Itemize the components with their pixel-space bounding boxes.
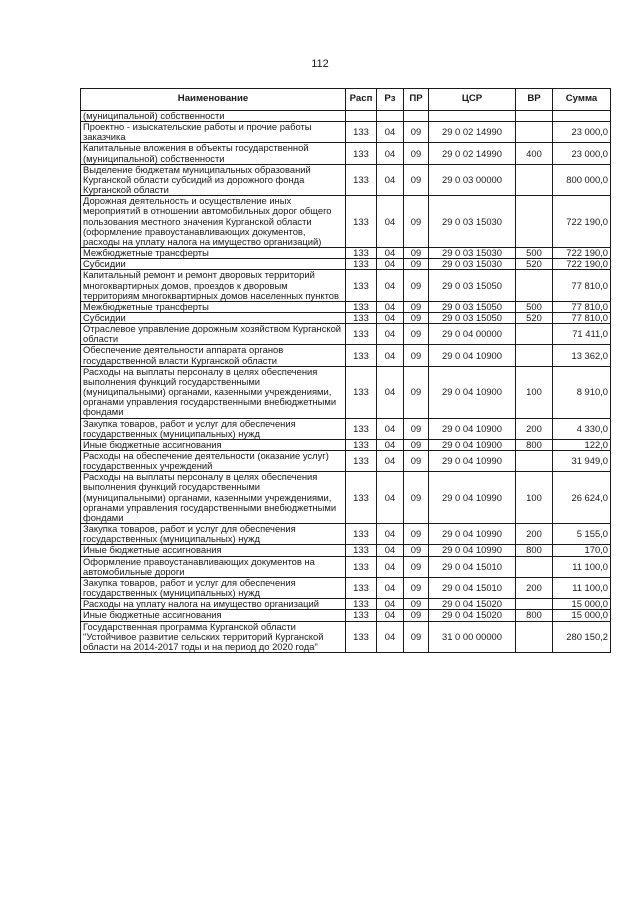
cell-name: Расходы на уплату налога на имущество организаций	[81, 599, 346, 610]
cell-name: Выделение бюджетам муниципальных образований Курганской области субсидий из дорожного фонда Курганской области	[81, 164, 346, 195]
cell-csr: 29 0 03 15030	[429, 196, 516, 248]
header-sum: Сумма	[553, 89, 611, 111]
cell-rasp: 133	[346, 366, 377, 418]
cell-csr: 29 0 04 10900	[429, 345, 516, 366]
cell-name: Расходы на выплаты персоналу в целях обеспечения выполнения функций государственными (муниципальными) органами, казенными учреждениями, органами управления государственными внебюджетными фондами	[81, 472, 346, 524]
cell-sum: 170,0	[553, 545, 611, 556]
cell-csr: 29 0 03 15050	[429, 270, 516, 301]
table-row	[81, 196, 611, 248]
cell-rasp: 133	[346, 248, 377, 259]
cell-rasp: 133	[346, 122, 377, 143]
cell-sum: 722 190,0	[553, 259, 611, 270]
cell-pr: 09	[404, 610, 429, 621]
cell-sum: 26 624,0	[553, 472, 611, 524]
budget-table	[80, 88, 611, 653]
cell-vr	[516, 345, 553, 366]
cell-vr	[516, 324, 553, 345]
cell-csr: 29 0 04 10990	[429, 524, 516, 545]
cell-pr: 09	[404, 439, 429, 450]
page-number: 112	[311, 58, 329, 70]
cell-sum: 23 000,0	[553, 122, 611, 143]
cell-vr: 200	[516, 524, 553, 545]
cell-csr: 29 0 03 15030	[429, 259, 516, 270]
cell-pr: 09	[404, 301, 429, 312]
cell-vr	[516, 621, 553, 652]
cell-rasp: 133	[346, 301, 377, 312]
cell-name: Межбюджетные трансферты	[81, 301, 346, 312]
cell-rz: 04	[377, 577, 404, 598]
cell-vr	[516, 270, 553, 301]
cell-rz: 04	[377, 301, 404, 312]
cell-sum: 23 000,0	[553, 143, 611, 164]
cell-vr: 400	[516, 143, 553, 164]
cell-name: Расходы на обеспечение деятельности (оказание услуг) государственных учреждений	[81, 451, 346, 472]
table-row	[81, 259, 611, 270]
cell-csr: 29 0 04 15010	[429, 577, 516, 598]
table-row	[81, 524, 611, 545]
cell-csr	[429, 111, 516, 122]
cell-csr: 29 0 04 15010	[429, 556, 516, 577]
cell-vr: 200	[516, 418, 553, 439]
cell-sum: 15 000,0	[553, 610, 611, 621]
cell-rz: 04	[377, 621, 404, 652]
cell-pr: 09	[404, 270, 429, 301]
cell-rz: 04	[377, 610, 404, 621]
cell-rasp: 133	[346, 196, 377, 248]
cell-rz: 04	[377, 324, 404, 345]
cell-pr: 09	[404, 556, 429, 577]
cell-pr: 09	[404, 524, 429, 545]
table-row	[81, 122, 611, 143]
cell-rasp: 133	[346, 621, 377, 652]
cell-sum: 122,0	[553, 439, 611, 450]
table-row	[81, 439, 611, 450]
cell-pr	[404, 111, 429, 122]
cell-sum: 31 949,0	[553, 451, 611, 472]
cell-name: Закупка товаров, работ и услуг для обеспечения государственных (муниципальных) нужд	[81, 418, 346, 439]
cell-name: Капитальные вложения в объекты государственной (муниципальной) собственности	[81, 143, 346, 164]
cell-name: Проектно - изыскательские работы и прочие работы заказчика	[81, 122, 346, 143]
cell-rasp: 133	[346, 610, 377, 621]
cell-sum: 15 000,0	[553, 599, 611, 610]
cell-name: Государственная программа Курганской области "Устойчивое развитие сельских территорий Курганской области на 2014-2017 годы и на период до 2020 года"	[81, 621, 346, 652]
cell-rasp: 133	[346, 270, 377, 301]
cell-csr: 29 0 04 10900	[429, 366, 516, 418]
table-row	[81, 164, 611, 195]
table-row	[81, 312, 611, 323]
cell-vr: 800	[516, 610, 553, 621]
cell-name: (муниципальной) собственности	[81, 111, 346, 122]
cell-rz: 04	[377, 164, 404, 195]
table-row	[81, 301, 611, 312]
table-row	[81, 610, 611, 621]
cell-pr: 09	[404, 143, 429, 164]
cell-rasp: 133	[346, 577, 377, 598]
table-row	[81, 599, 611, 610]
cell-csr: 29 0 04 10900	[429, 439, 516, 450]
table-row	[81, 545, 611, 556]
cell-vr: 500	[516, 248, 553, 259]
cell-pr: 09	[404, 345, 429, 366]
header-pr: ПР	[404, 89, 429, 111]
cell-rz: 04	[377, 418, 404, 439]
cell-rasp	[346, 111, 377, 122]
cell-sum: 800 000,0	[553, 164, 611, 195]
cell-pr: 09	[404, 472, 429, 524]
cell-rasp: 133	[346, 143, 377, 164]
cell-rz: 04	[377, 345, 404, 366]
table-row	[81, 418, 611, 439]
cell-sum: 5 155,0	[553, 524, 611, 545]
cell-rasp: 133	[346, 556, 377, 577]
table-row	[81, 556, 611, 577]
cell-name: Иные бюджетные ассигнования	[81, 610, 346, 621]
cell-rasp: 133	[346, 599, 377, 610]
cell-csr: 29 0 03 15050	[429, 312, 516, 323]
cell-name: Иные бюджетные ассигнования	[81, 439, 346, 450]
cell-rz: 04	[377, 270, 404, 301]
cell-vr	[516, 164, 553, 195]
cell-vr: 800	[516, 545, 553, 556]
cell-csr: 29 0 03 00000	[429, 164, 516, 195]
cell-sum: 77 810,0	[553, 270, 611, 301]
cell-rasp: 133	[346, 259, 377, 270]
cell-vr: 100	[516, 366, 553, 418]
header-vr: ВР	[516, 89, 553, 111]
cell-pr: 09	[404, 599, 429, 610]
cell-vr: 520	[516, 259, 553, 270]
cell-pr: 09	[404, 196, 429, 248]
cell-rasp: 133	[346, 312, 377, 323]
table-row	[81, 324, 611, 345]
table-row	[81, 451, 611, 472]
cell-csr: 31 0 00 00000	[429, 621, 516, 652]
cell-sum: 11 100,0	[553, 556, 611, 577]
table-row	[81, 248, 611, 259]
cell-name: Иные бюджетные ассигнования	[81, 545, 346, 556]
cell-sum: 280 150,2	[553, 621, 611, 652]
table-row	[81, 472, 611, 524]
cell-sum: 722 190,0	[553, 196, 611, 248]
cell-pr: 09	[404, 577, 429, 598]
cell-vr: 520	[516, 312, 553, 323]
cell-pr: 09	[404, 324, 429, 345]
cell-pr: 09	[404, 122, 429, 143]
cell-sum: 13 362,0	[553, 345, 611, 366]
cell-sum	[553, 111, 611, 122]
cell-vr: 800	[516, 439, 553, 450]
cell-pr: 09	[404, 418, 429, 439]
cell-rz	[377, 111, 404, 122]
cell-name: Закупка товаров, работ и услуг для обеспечения государственных (муниципальных) нужд	[81, 524, 346, 545]
cell-name: Отраслевое управление дорожным хозяйством Курганской области	[81, 324, 346, 345]
cell-pr: 09	[404, 451, 429, 472]
cell-vr	[516, 556, 553, 577]
cell-rz: 04	[377, 248, 404, 259]
cell-rasp: 133	[346, 345, 377, 366]
cell-rz: 04	[377, 122, 404, 143]
table-row	[81, 621, 611, 652]
table-row	[81, 111, 611, 122]
cell-csr: 29 0 04 10900	[429, 418, 516, 439]
cell-rz: 04	[377, 259, 404, 270]
cell-rasp: 133	[346, 324, 377, 345]
cell-vr: 500	[516, 301, 553, 312]
cell-csr: 29 0 04 10990	[429, 545, 516, 556]
cell-rz: 04	[377, 143, 404, 164]
cell-name: Обеспечение деятельности аппарата органов государственной власти Курганской области	[81, 345, 346, 366]
cell-sum: 11 100,0	[553, 577, 611, 598]
cell-sum: 71 411,0	[553, 324, 611, 345]
header-csr: ЦСР	[429, 89, 516, 111]
cell-rz: 04	[377, 472, 404, 524]
cell-csr: 29 0 04 15020	[429, 610, 516, 621]
cell-name: Капитальный ремонт и ремонт дворовых территорий многоквартирных домов, проездов к дворовым территориям многоквартирных домов населенных пунктов	[81, 270, 346, 301]
cell-vr	[516, 196, 553, 248]
cell-csr: 29 0 02 14990	[429, 122, 516, 143]
cell-csr: 29 0 04 10990	[429, 451, 516, 472]
cell-rasp: 133	[346, 524, 377, 545]
cell-rz: 04	[377, 599, 404, 610]
cell-sum: 77 810,0	[553, 312, 611, 323]
table-row	[81, 270, 611, 301]
cell-rz: 04	[377, 524, 404, 545]
cell-rasp: 133	[346, 164, 377, 195]
cell-rz: 04	[377, 451, 404, 472]
cell-name: Оформление правоустанавливающих документов на автомобильные дороги	[81, 556, 346, 577]
cell-sum: 77 810,0	[553, 301, 611, 312]
cell-rasp: 133	[346, 439, 377, 450]
cell-vr: 100	[516, 472, 553, 524]
cell-pr: 09	[404, 248, 429, 259]
cell-vr	[516, 599, 553, 610]
cell-sum: 4 330,0	[553, 418, 611, 439]
cell-vr	[516, 122, 553, 143]
table-row	[81, 345, 611, 366]
header-rz: Рз	[377, 89, 404, 111]
cell-rasp: 133	[346, 451, 377, 472]
cell-csr: 29 0 04 10990	[429, 472, 516, 524]
cell-csr: 29 0 04 00000	[429, 324, 516, 345]
cell-rz: 04	[377, 312, 404, 323]
table-row	[81, 577, 611, 598]
cell-rz: 04	[377, 545, 404, 556]
cell-pr: 09	[404, 164, 429, 195]
cell-sum: 8 910,0	[553, 366, 611, 418]
cell-name: Дорожная деятельность и осуществление иных мероприятий в отношении автомобильных дорог общего пользования местного значения Курганской области (оформление правоустанавливающих документов, расходы на уплату налога на имущество организаций)	[81, 196, 346, 248]
cell-rasp: 133	[346, 472, 377, 524]
table-header-row	[81, 89, 611, 111]
cell-rasp: 133	[346, 418, 377, 439]
cell-rz: 04	[377, 556, 404, 577]
cell-csr: 29 0 03 15050	[429, 301, 516, 312]
cell-sum: 722 190,0	[553, 248, 611, 259]
cell-vr: 200	[516, 577, 553, 598]
cell-csr: 29 0 02 14990	[429, 143, 516, 164]
cell-vr	[516, 111, 553, 122]
cell-pr: 09	[404, 259, 429, 270]
cell-csr: 29 0 04 15020	[429, 599, 516, 610]
cell-pr: 09	[404, 366, 429, 418]
cell-rz: 04	[377, 439, 404, 450]
cell-vr	[516, 451, 553, 472]
header-rasp: Расп	[346, 89, 377, 111]
table-row	[81, 366, 611, 418]
cell-name: Субсидии	[81, 259, 346, 270]
cell-name: Закупка товаров, работ и услуг для обеспечения государственных (муниципальных) нужд	[81, 577, 346, 598]
cell-name: Субсидии	[81, 312, 346, 323]
cell-name: Межбюджетные трансферты	[81, 248, 346, 259]
table-row	[81, 143, 611, 164]
cell-pr: 09	[404, 621, 429, 652]
cell-pr: 09	[404, 312, 429, 323]
cell-pr: 09	[404, 545, 429, 556]
cell-rz: 04	[377, 366, 404, 418]
cell-rz: 04	[377, 196, 404, 248]
cell-name: Расходы на выплаты персоналу в целях обеспечения выполнения функций государственными (муниципальными) органами, казенными учреждениями, органами управления государственными внебюджетными фондами	[81, 366, 346, 418]
cell-rasp: 133	[346, 545, 377, 556]
header-name: Наименование	[81, 89, 346, 111]
cell-csr: 29 0 03 15030	[429, 248, 516, 259]
